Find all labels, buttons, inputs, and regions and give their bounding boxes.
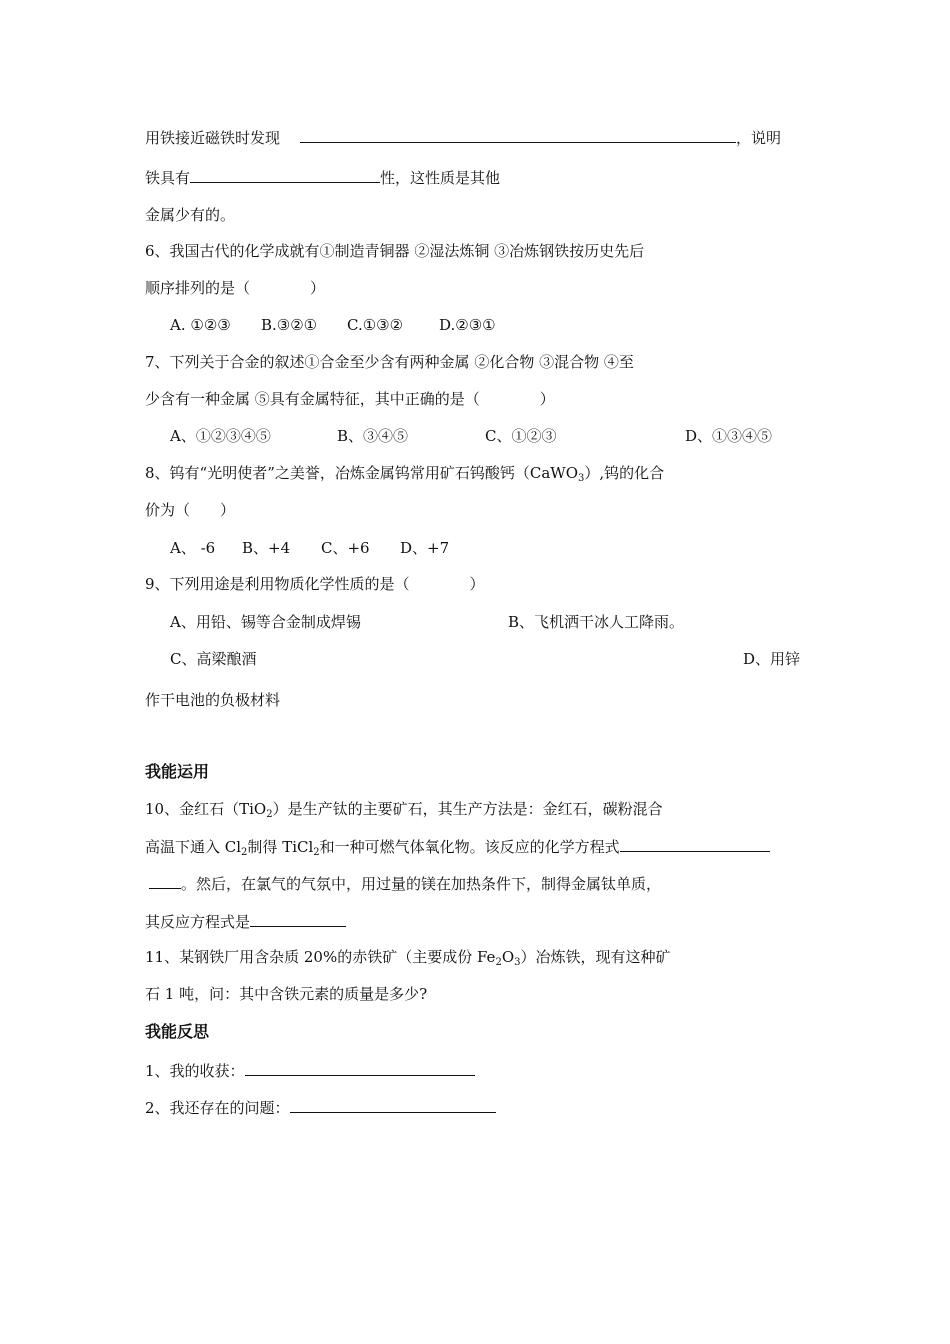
reflect-gain-blank[interactable]	[245, 1059, 475, 1076]
q8-option-b[interactable]: B、+4	[242, 539, 291, 557]
reflect-item-2-label: 2、我还存在的问题：	[145, 1099, 290, 1117]
q10-l1-subscript: 2	[266, 809, 273, 820]
q11-l1-text-c: ）冶炼铁，现有这种矿	[520, 948, 671, 966]
q9-option-d[interactable]: D、用锌	[743, 650, 801, 668]
q7-stem-line2: 少含有一种金属 ⑤具有金属特征，其中正确的是（ ）	[145, 390, 555, 408]
q7-option-c[interactable]: C、①②③	[485, 427, 557, 445]
q6-stem-line1: 6、我国古代的化学成就有①制造青铜器 ②湿法炼铜 ③冶炼钢铁按历史先后	[145, 242, 645, 260]
q6-option-d[interactable]: D.②③①	[439, 316, 496, 334]
q9-option-a[interactable]: A、用铅、锡等合金制成焊锡	[170, 613, 361, 631]
q10-l2-text-b: 制得 TiCl	[247, 838, 314, 856]
q10-l2-text-c: 和一种可燃气体氧化物。该反应的化学方程式	[319, 838, 620, 856]
q9-stem: 9、下列用途是利用物质化学性质的是（ ）	[145, 575, 485, 593]
q8-option-a[interactable]: A、 -6	[170, 539, 216, 557]
q8-option-c[interactable]: C、+6	[321, 539, 370, 557]
q10-l2-subscript-2: 2	[313, 847, 320, 858]
q5-line1-text: 用铁接近磁铁时发现	[145, 129, 281, 147]
q10-equation-blank-1-cont[interactable]	[149, 872, 181, 889]
q10-l1-text-b: ）是生产钛的主要矿石，其生产方法是：金红石，碳粉混合	[272, 800, 663, 818]
section-heading-reflect: 我能反思	[145, 1022, 210, 1041]
q5-blank-2[interactable]	[190, 166, 380, 183]
reflect-item-1	[145, 1059, 475, 1082]
q11-subscript-1: 2	[495, 957, 502, 968]
q5-line2	[145, 166, 500, 189]
q11-line1	[145, 946, 671, 968]
q10-l4-text: 其反应方程式是	[145, 913, 251, 931]
q10-l2-subscript-1: 2	[241, 847, 248, 858]
q9-option-c[interactable]: C、高梁酿酒	[170, 650, 257, 668]
reflect-item-1-label: 1、我的收获：	[145, 1062, 245, 1080]
q11-l1-text-a: 11、某钢铁厂用含杂质 20%的赤铁矿（主要成份 Fe	[145, 948, 496, 966]
q8-subscript: 3	[578, 473, 585, 484]
q11-l1-text-b: O	[501, 948, 515, 966]
q10-line1	[145, 798, 663, 820]
q10-l3-text: 。然后，在氯气的气氛中，用过量的镁在加热条件下，制得金属钛单质，	[181, 875, 662, 893]
q8-stem-text-a: 8、钨有“光明使者”之美誉，冶炼金属钨常用矿石钨酸钙（CaWO	[145, 464, 579, 482]
q7-option-d[interactable]: D、①③④⑤	[685, 427, 773, 445]
q11-subscript-2: 3	[514, 957, 521, 968]
section-heading-apply: 我能运用	[145, 762, 210, 781]
q6-option-a[interactable]: A. ①②③	[170, 316, 231, 334]
q10-line4	[145, 910, 346, 933]
q10-equation-blank-1[interactable]	[620, 835, 770, 852]
q5-blank-1[interactable]	[300, 126, 736, 143]
q8-stem-line1	[145, 462, 664, 484]
q10-l2-text-a: 高温下通入 Cl	[145, 838, 242, 856]
q5-line1-tail: ，说明	[736, 129, 782, 147]
q9-option-b[interactable]: B、飞机洒干冰人工降雨。	[508, 613, 685, 631]
q7-stem-line1: 7、下列关于合金的叙述①合金至少含有两种金属 ②化合物 ③混合物 ④至	[145, 353, 634, 371]
q6-stem-line2: 顺序排列的是（ ）	[145, 279, 326, 297]
q6-option-b[interactable]: B.③②①	[261, 316, 318, 334]
q7-option-a[interactable]: A、①②③④⑤	[170, 427, 271, 445]
q5-line2-text: 铁具有	[145, 169, 191, 187]
q8-stem-text-b: ）,钨的化合	[584, 464, 665, 482]
q11-line2: 石 1 吨，问：其中含铁元素的质量是多少?	[145, 985, 428, 1003]
reflect-problem-blank[interactable]	[290, 1096, 496, 1113]
q5-line3: 金属少有的。	[145, 206, 236, 224]
q9-option-d-continued: 作干电池的负极材料	[145, 691, 281, 709]
q5-line2-tail: 性，这性质是其他	[380, 169, 501, 187]
q10-equation-blank-2[interactable]	[250, 910, 346, 927]
q6-option-c[interactable]: C.①③②	[347, 316, 404, 334]
q8-option-d[interactable]: D、+7	[400, 539, 450, 557]
q5-line1	[145, 126, 781, 149]
q10-line2	[145, 835, 770, 858]
q10-line3	[145, 872, 661, 895]
reflect-item-2	[145, 1096, 496, 1119]
q8-stem-line2: 价为（ ）	[145, 501, 236, 519]
q10-l1-text-a: 10、金红石（TiO	[145, 800, 267, 818]
q7-option-b[interactable]: B、③④⑤	[337, 427, 409, 445]
